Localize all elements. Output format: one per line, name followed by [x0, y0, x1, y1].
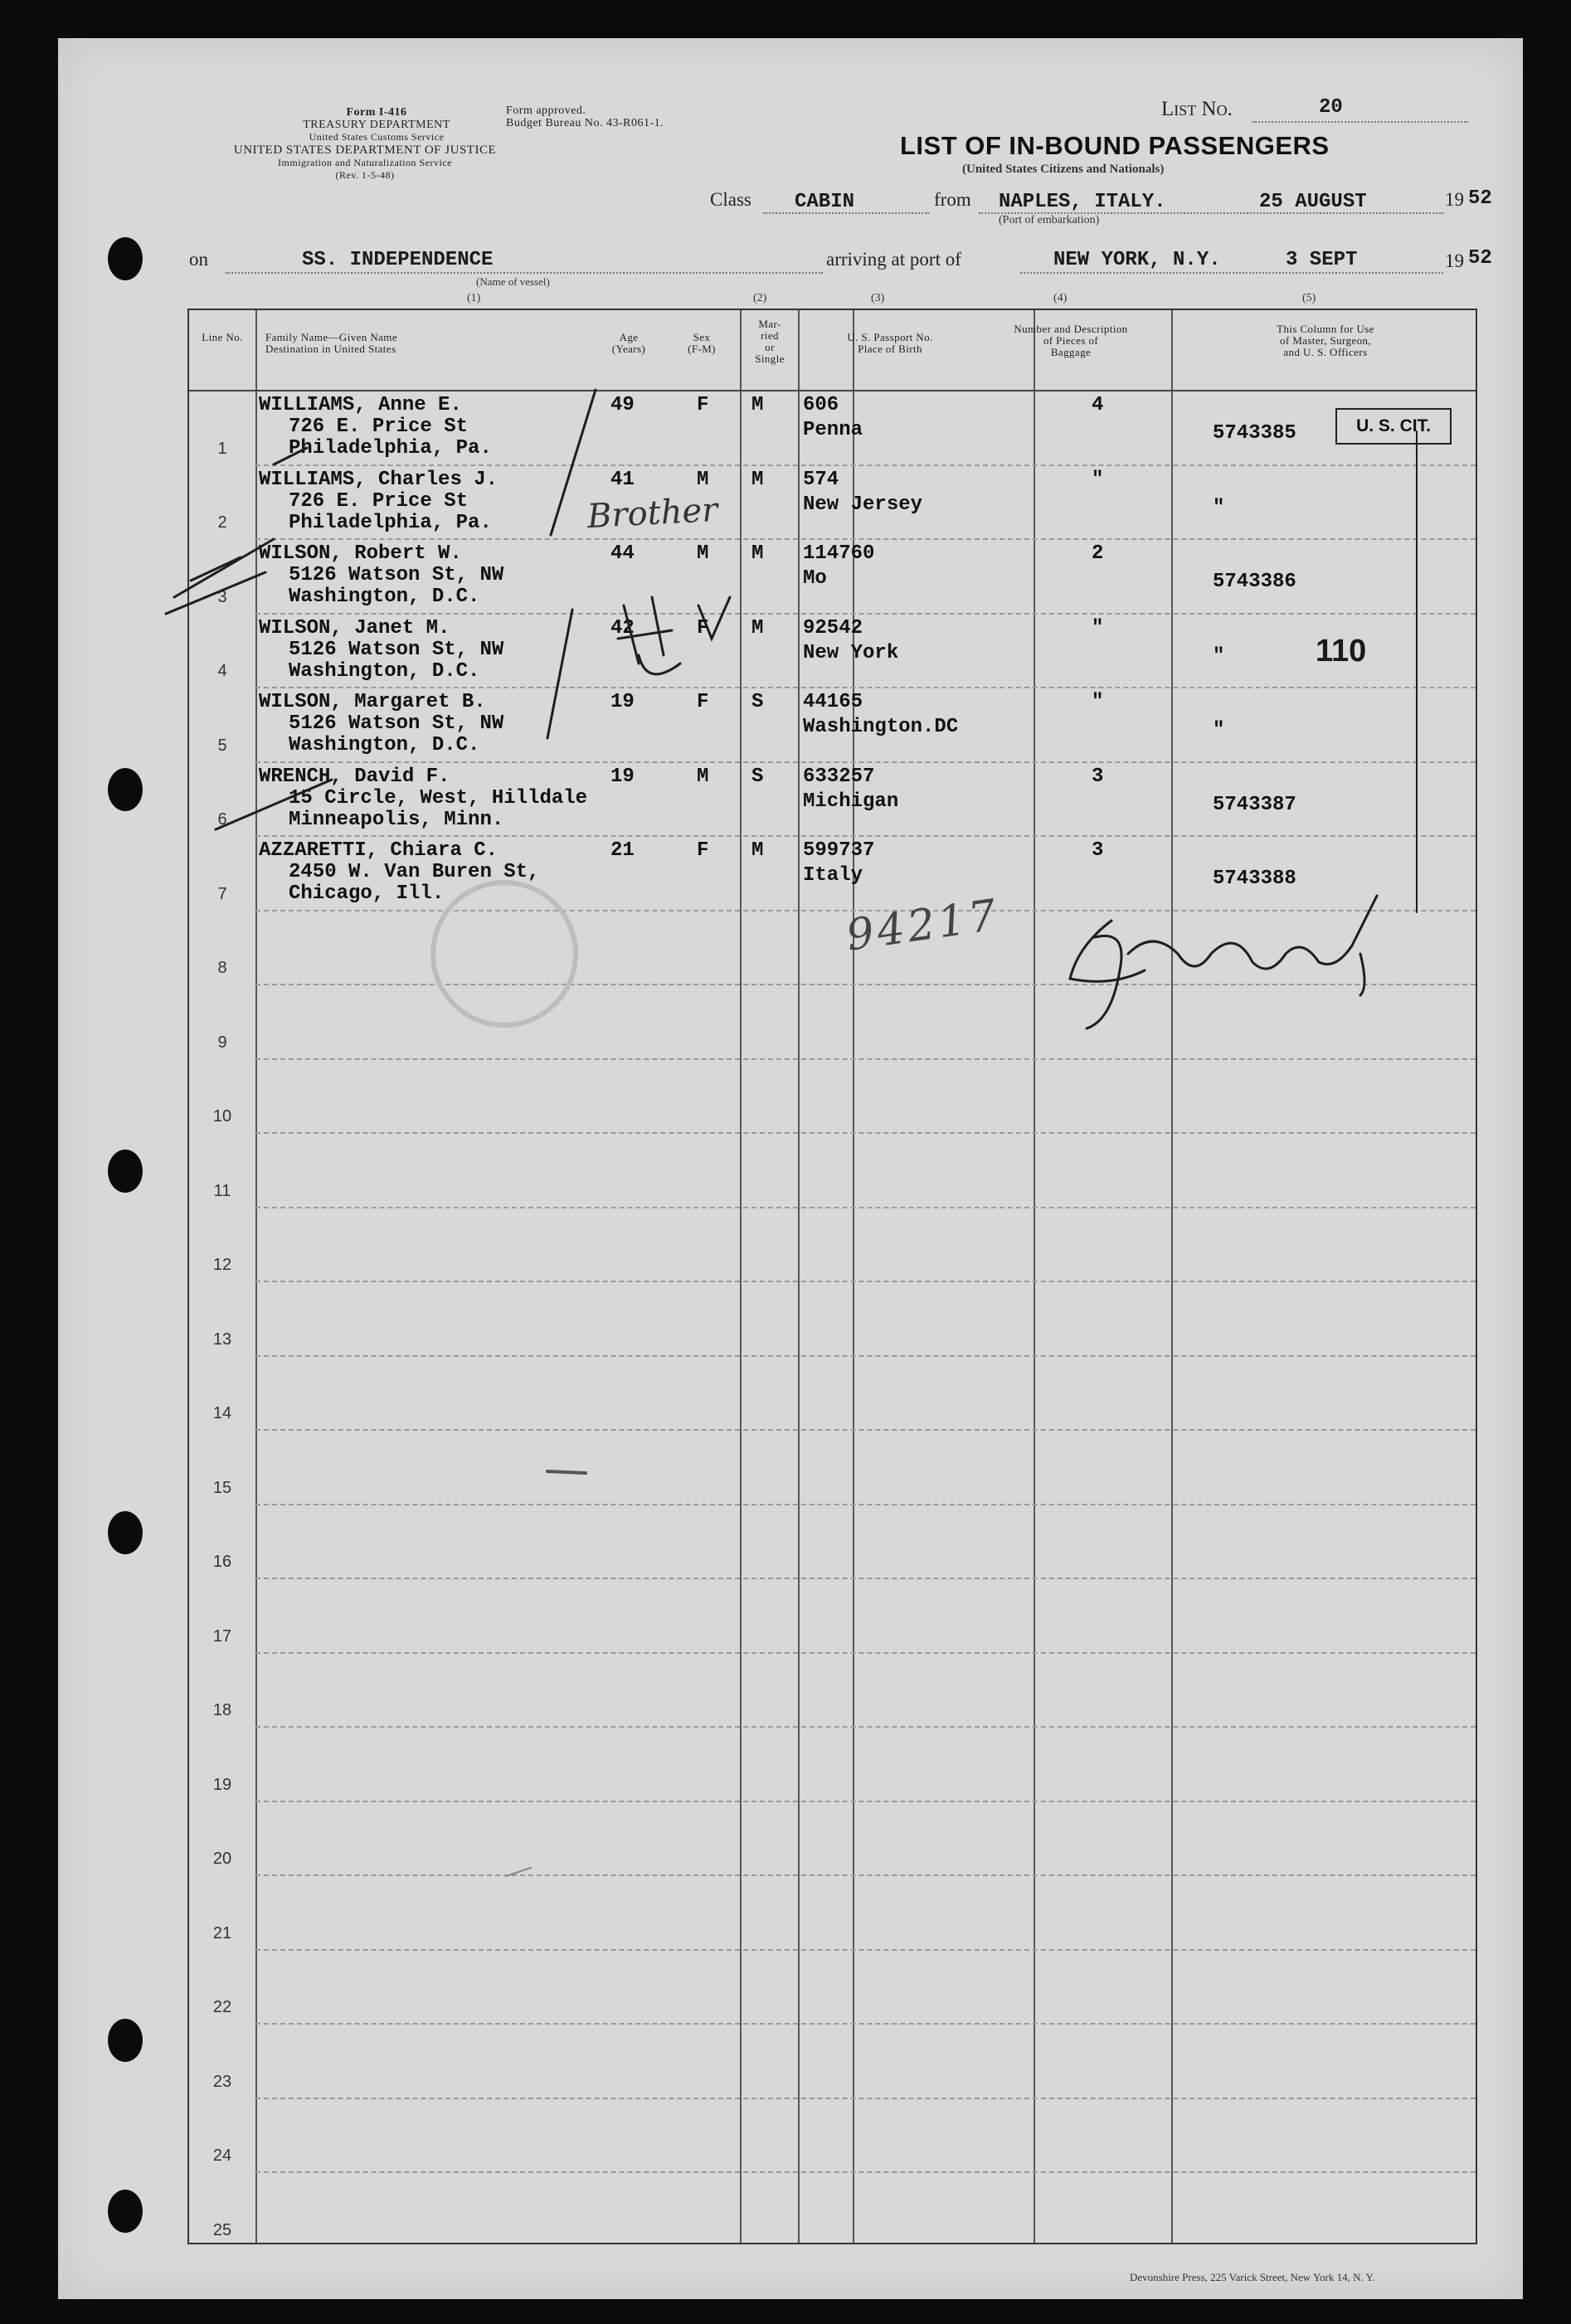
passenger-sex: F — [697, 691, 709, 713]
passenger-sex: M — [697, 468, 709, 491]
passenger-name: AZZARETTI, Chiara C. — [259, 839, 499, 862]
handwritten-number: 94217 — [843, 890, 1003, 961]
page-subtitle: (United States Citizens and Nationals) — [962, 163, 1165, 176]
col-header-married: Mar- ried or Single — [755, 318, 785, 365]
col-header-age: Age (Years) — [611, 331, 646, 355]
col-header-passport: U. S. Passport No. Place of Birth — [847, 331, 933, 355]
passenger-marital-status: S — [751, 765, 764, 788]
printer-footer: Devonshire Press, 225 Varick Street, New York 14, N. Y. — [1130, 2271, 1375, 2283]
officer-entry: 5743385 — [1213, 422, 1296, 445]
from-label: from — [934, 189, 971, 210]
col-header-line-no: Line No. — [202, 331, 243, 343]
us-citizen-stamp: U. S. CIT. — [1335, 408, 1452, 445]
line-number: 25 — [212, 2220, 232, 2239]
passenger-age: 49 — [610, 394, 635, 416]
line-number: 8 — [217, 959, 227, 977]
passenger-address-city: Philadelphia, Pa. — [289, 437, 492, 459]
passenger-address-city: Philadelphia, Pa. — [289, 511, 492, 534]
handwritten-h-mark — [618, 597, 730, 674]
col-header-baggage: Number and Description of Pieces of Baggage — [1014, 323, 1128, 358]
class-label: Class — [710, 189, 751, 210]
list-number-label: List No. — [1161, 98, 1233, 120]
passenger-address-street: 5126 Watson St, NW — [289, 638, 504, 661]
col-header-officers: This Column for Use of Master, Surgeon, and U. S. Officers — [1277, 323, 1374, 358]
column-number-3: (3) — [871, 292, 885, 304]
line-number: 15 — [212, 1478, 232, 1497]
bracket-line — [547, 610, 572, 738]
passenger-name: WILSON, Robert W. — [259, 542, 462, 565]
bracket-line — [551, 390, 596, 535]
place-of-birth: Mo — [803, 567, 827, 590]
passport-number: 114760 — [803, 542, 875, 565]
tick-mark — [191, 557, 241, 581]
passenger-marital-status: M — [751, 839, 764, 862]
faded-circular-stamp — [433, 882, 576, 1025]
justice-department: UNITED STATES DEPARTMENT OF JUSTICE — [233, 143, 497, 157]
passenger-name: WILSON, Margaret B. — [259, 691, 486, 713]
passenger-address-city: Minneapolis, Minn. — [289, 808, 504, 831]
line-number: 16 — [212, 1553, 232, 1571]
passenger-marital-status: S — [751, 691, 764, 713]
passenger-name: WILLIAMS, Anne E. — [259, 394, 462, 416]
passenger-age: 42 — [610, 616, 635, 639]
line-number: 6 — [217, 810, 227, 829]
passenger-sex: F — [697, 394, 709, 416]
passenger-marital-status: M — [751, 394, 764, 416]
line-number: 24 — [212, 2147, 232, 2165]
passenger-address-city: Washington, D.C. — [289, 586, 480, 608]
column-number-1: (1) — [467, 292, 481, 304]
officer-entry: " — [1213, 644, 1225, 668]
line-number: 21 — [212, 1923, 232, 1942]
vessel-name: SS. INDEPENDENCE — [302, 249, 494, 271]
baggage-count: 3 — [1092, 765, 1104, 788]
passport-number: 44165 — [803, 691, 863, 713]
passenger-age: 44 — [610, 542, 635, 565]
line-number: 1 — [217, 439, 227, 458]
line-number: 13 — [212, 1330, 232, 1349]
officer-entry: 5743386 — [1213, 571, 1296, 593]
baggage-count: 2 — [1092, 542, 1104, 565]
officer-entry: 5743387 — [1213, 793, 1296, 816]
line-number: 3 — [217, 587, 227, 606]
passenger-sex: F — [697, 839, 709, 862]
embarkation-date: 25 AUGUST — [1259, 191, 1367, 213]
baggage-count: 4 — [1092, 394, 1104, 416]
line-number: 5 — [217, 736, 227, 755]
class-value: CABIN — [795, 191, 855, 213]
line-number: 4 — [217, 662, 227, 680]
passenger-sex: F — [697, 616, 709, 639]
code-110-annotation: 110 — [1316, 634, 1367, 669]
column-number-2: (2) — [753, 292, 767, 304]
arrival-year: 52 — [1468, 247, 1492, 270]
col-header-name: Family Name—Given Name Destination in United States — [265, 331, 397, 355]
place-of-birth: Washington.DC — [803, 716, 959, 738]
baggage-count: 3 — [1092, 839, 1104, 862]
passenger-name: WILLIAMS, Charles J. — [259, 468, 499, 491]
line-number: 2 — [217, 513, 227, 532]
customs-service: United States Customs Service — [309, 131, 445, 143]
place-of-birth: New York — [803, 641, 899, 664]
passenger-address-city: Washington, D.C. — [289, 659, 480, 683]
line-number: 22 — [212, 1998, 232, 2016]
line-number: 7 — [217, 884, 227, 903]
passenger-address-city: Washington, D.C. — [289, 734, 480, 756]
line-number: 12 — [212, 1256, 232, 1274]
place-of-birth: Penna — [803, 419, 863, 441]
tick-mark — [274, 448, 307, 464]
officer-entry: " — [1213, 719, 1225, 741]
passenger-age: 19 — [610, 765, 635, 788]
tick-mark — [216, 780, 332, 829]
passenger-address-street: 726 E. Price St — [289, 416, 469, 438]
col-header-sex: Sex (F-M) — [688, 331, 716, 355]
line-number: 20 — [212, 1850, 232, 1868]
officer-entry: " — [1213, 496, 1225, 519]
budget-bureau-text: Budget Bureau No. 43-R061-1. — [506, 117, 664, 129]
passenger-age: 41 — [610, 468, 635, 491]
line-number: 19 — [212, 1775, 232, 1794]
ins-service: Immigration and Naturalization Service — [278, 157, 452, 168]
embarkation-caption: (Port of embarkation) — [999, 214, 1100, 226]
arrival-year-prefix: 19 — [1445, 250, 1464, 271]
passenger-name: WILSON, Janet M. — [259, 616, 450, 639]
embarkation-port: NAPLES, ITALY. — [999, 191, 1166, 213]
passenger-sex: M — [697, 542, 709, 565]
place-of-birth: New Jersey — [803, 493, 923, 516]
arrival-date: 3 SEPT — [1286, 249, 1358, 271]
officer-entry: 5743388 — [1213, 868, 1296, 890]
passenger-marital-status: M — [751, 468, 764, 491]
line-number: 18 — [212, 1701, 232, 1719]
list-number-value: 20 — [1319, 96, 1343, 119]
passenger-name: WRENCH, David F. — [259, 765, 450, 788]
baggage-count: " — [1092, 691, 1104, 713]
signature — [1070, 896, 1377, 1028]
vessel-caption: (Name of vessel) — [476, 275, 550, 288]
arrival-port: NEW YORK, N.Y. — [1053, 249, 1221, 271]
passenger-marital-status: M — [751, 542, 764, 565]
passport-number: 606 — [803, 394, 839, 416]
passport-number: 633257 — [803, 765, 875, 788]
page-title: LIST OF IN-BOUND PASSENGERS — [900, 131, 1330, 160]
passenger-address-street: 15 Circle, West, Hilldale — [289, 786, 588, 810]
stray-mark — [506, 1868, 531, 1876]
passport-number: 574 — [803, 468, 839, 491]
on-label: on — [189, 249, 208, 270]
passport-number: 599737 — [803, 839, 875, 862]
line-number: 9 — [217, 1033, 227, 1052]
line-number: 11 — [213, 1181, 231, 1200]
passenger-sex: M — [697, 765, 709, 788]
passenger-address-city: Chicago, Ill. — [289, 882, 445, 905]
handwritten-brother: Brother — [586, 490, 719, 537]
passenger-address-street: 5126 Watson St, NW — [289, 712, 504, 735]
baggage-count: " — [1092, 616, 1104, 639]
stray-mark — [547, 1471, 586, 1473]
line-number: 23 — [212, 2072, 232, 2091]
line-number: 10 — [212, 1107, 232, 1126]
baggage-count: " — [1092, 468, 1104, 491]
line-number: 14 — [212, 1404, 232, 1422]
line-number: 17 — [212, 1626, 232, 1646]
form-approved-text: Form approved. — [506, 105, 586, 117]
place-of-birth: Italy — [803, 864, 863, 887]
passenger-marital-status: M — [751, 616, 764, 639]
passenger-age: 21 — [610, 839, 635, 862]
embark-year-prefix: 19 — [1445, 189, 1464, 210]
treasury-department: TREASURY DEPARTMENT — [303, 119, 450, 131]
revision: (Rev. 1-5-48) — [335, 169, 395, 181]
passenger-address-street: 726 E. Price St — [289, 489, 469, 513]
column-number-4: (4) — [1053, 292, 1068, 304]
place-of-birth: Michigan — [803, 790, 899, 813]
embark-year: 52 — [1468, 187, 1492, 210]
arriving-label: arriving at port of — [826, 249, 961, 270]
form-number: Form I-416 — [346, 106, 407, 119]
column-number-5: (5) — [1302, 292, 1316, 304]
passenger-age: 19 — [610, 691, 635, 713]
passenger-address-street: 2450 W. Van Buren St, — [289, 861, 540, 883]
passport-number: 92542 — [803, 616, 863, 639]
passenger-address-street: 5126 Watson St, NW — [289, 564, 504, 586]
